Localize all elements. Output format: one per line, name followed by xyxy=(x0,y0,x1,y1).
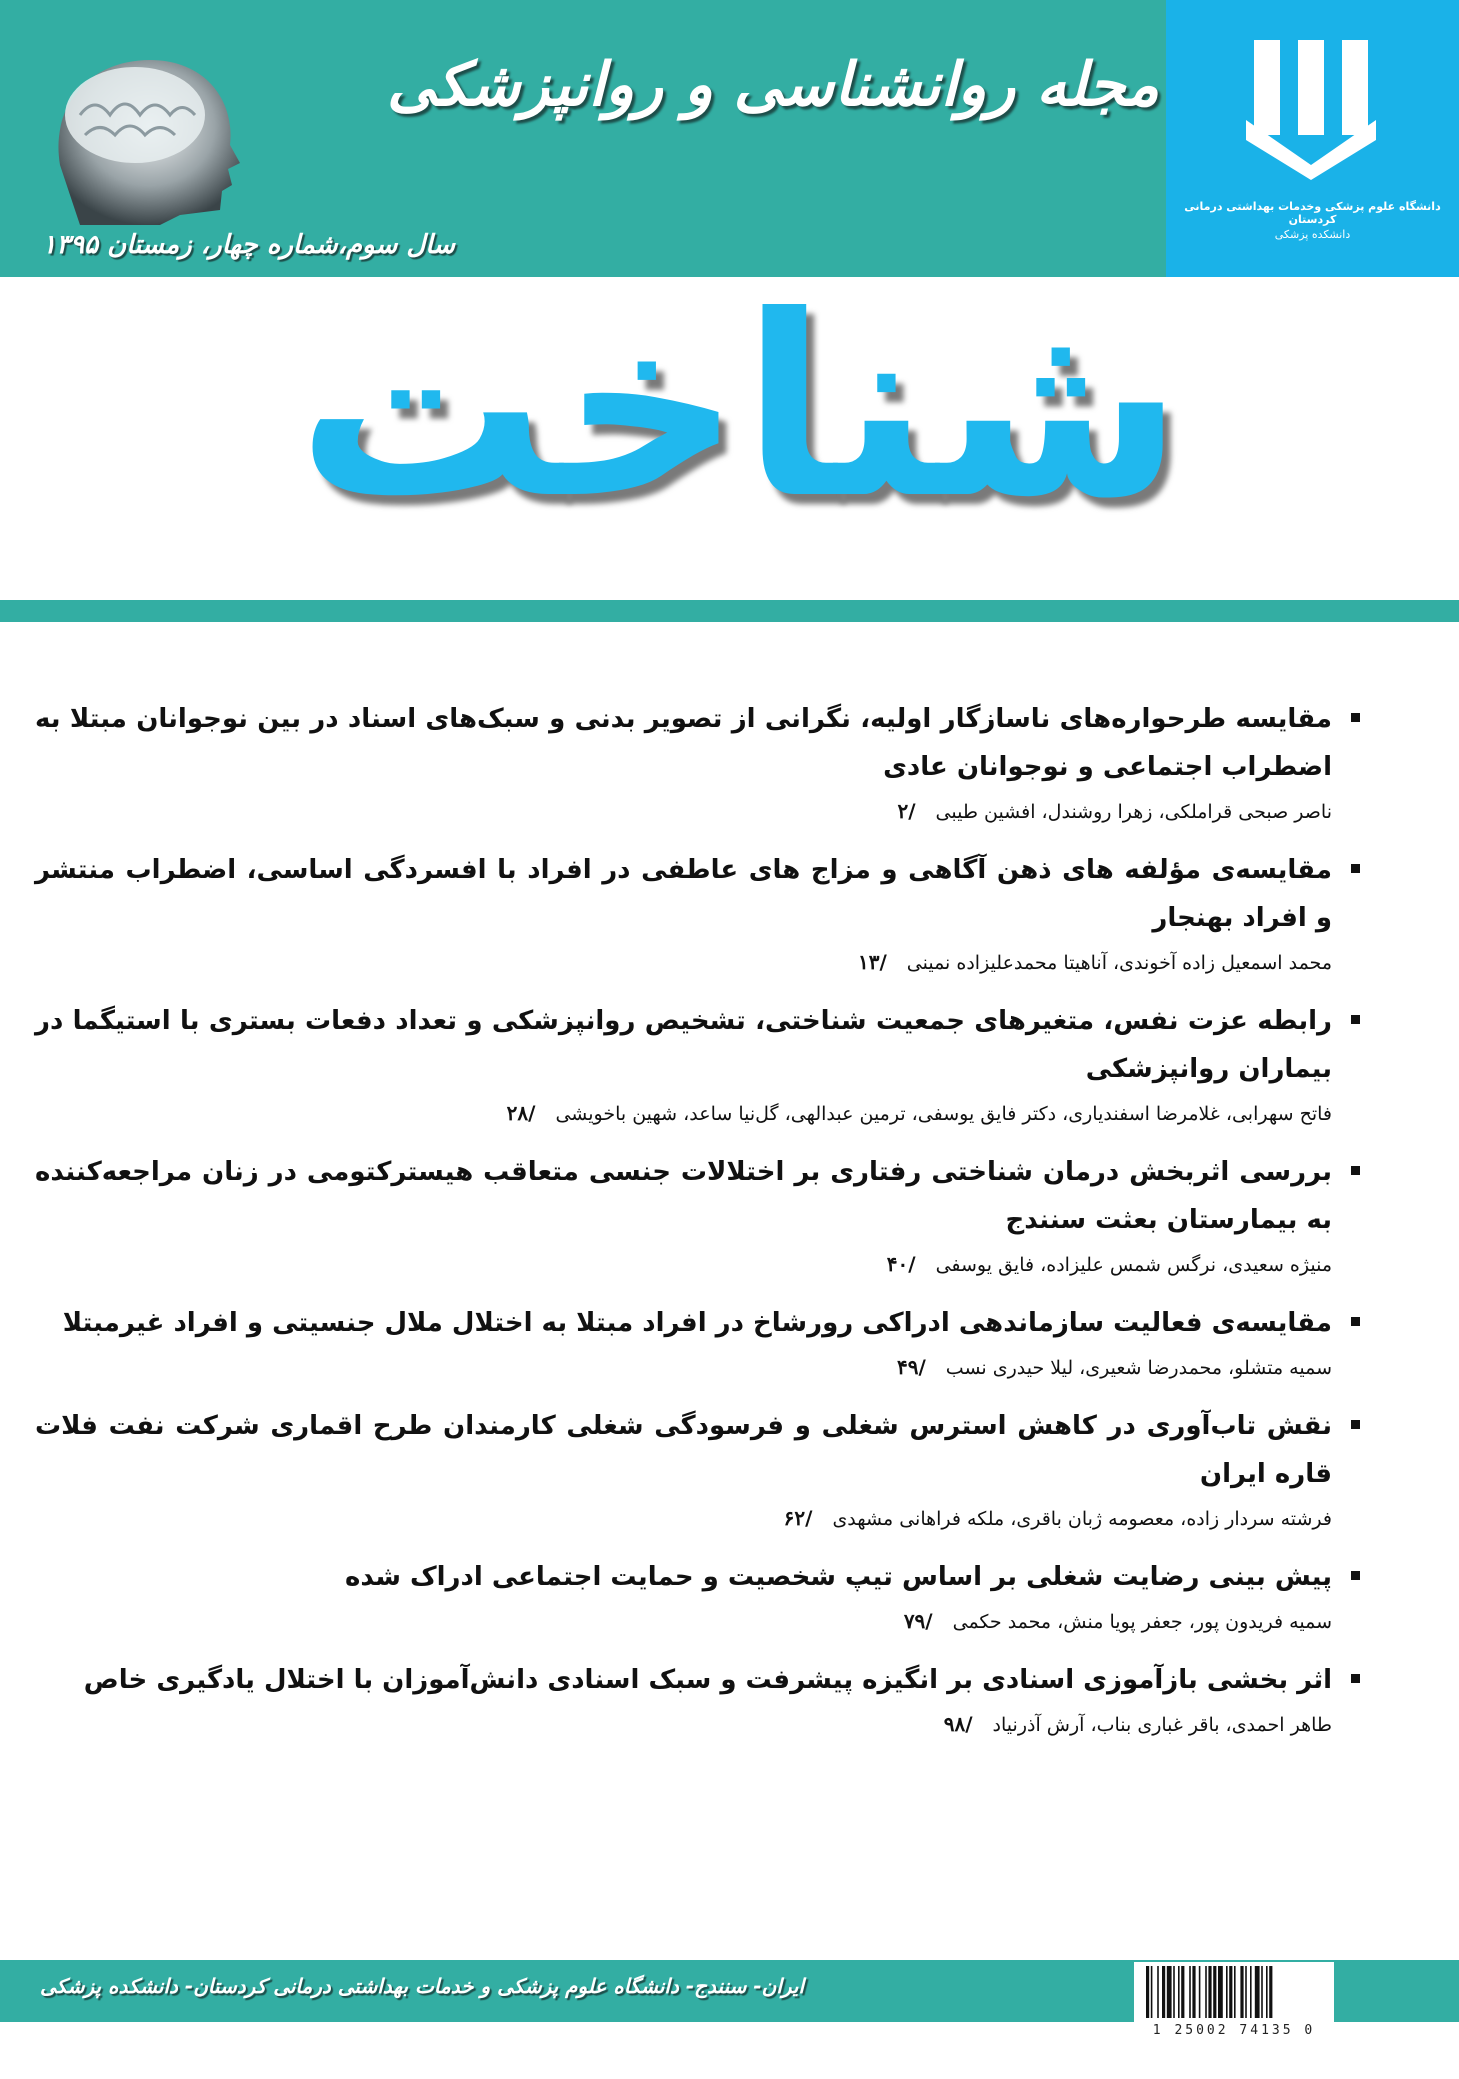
journal-title: مجله روانشناسی و روانپزشکی xyxy=(386,50,1159,120)
article-page: /۴۹ xyxy=(896,1355,926,1379)
article-authors: فرشته سردار زاده، معصومه ژبان باقری، ملکه فراهانی مشهدی xyxy=(832,1508,1332,1530)
toc-item[interactable] xyxy=(35,1402,1360,1539)
university-logo xyxy=(1166,0,1459,277)
article-meta xyxy=(35,1601,1332,1642)
toc-item[interactable] xyxy=(35,1656,1360,1745)
article-title[interactable]: نقش تاب‌آوری در کاهش استرس شغلی و فرسودگی شغلی کارمندان طرح اقماری شرکت نفت فلات قاره ایران xyxy=(35,1411,1332,1489)
article-authors: محمد اسمعیل زاده آخوندی، آناهیتا محمدعلیزاده نمینی xyxy=(906,952,1332,974)
article-authors: طاهر احمدی، باقر غباری بناب، آرش آذرنیاد xyxy=(992,1714,1332,1736)
article-title[interactable]: مقایسه طرحواره‌های ناسازگار اولیه، نگرانی از تصویر بدنی و سبک‌های اسناد در بین نوجوانان مبتلا به اضطراب اجتماعی و نوجوانان عادی xyxy=(35,704,1332,782)
toc-item[interactable] xyxy=(35,997,1360,1134)
article-title[interactable]: مقایسه‌ی فعالیت سازماندهی ادراکی رورشاخ در افراد مبتلا به اختلال ملال جنسیتی و افراد غیرمبتلا xyxy=(62,1308,1332,1338)
barcode xyxy=(1134,1962,1334,2038)
university-emblem-icon xyxy=(1246,40,1376,180)
barcode-icon xyxy=(1134,1962,1334,2020)
article-authors: سمیه متشلو، محمدرضا شعیری، لیلا حیدری نسب xyxy=(945,1357,1332,1379)
article-page: /۲۸ xyxy=(506,1101,536,1125)
university-name: دانشگاه علوم پزشکی وخدمات بهداشتی درمانی کردستان xyxy=(1184,200,1441,226)
article-authors: سمیه فریدون پور، جعفر پویا منش، محمد حکمی xyxy=(952,1611,1332,1633)
article-meta xyxy=(35,791,1332,832)
article-title[interactable]: مقایسه‌ی مؤلفه های ذهن آگاهی و مزاج های عاطفی در افراد با افسردگی اساسی، اضطراب منتشر و افراد بهنجار xyxy=(35,855,1332,933)
article-meta xyxy=(35,942,1332,983)
toc-item[interactable] xyxy=(35,1148,1360,1285)
table-of-contents xyxy=(35,695,1360,1759)
brain-head-image xyxy=(40,45,250,225)
main-title: شناخت xyxy=(296,262,1184,553)
barcode-number: 1 25002 74135 0 xyxy=(1134,2023,1334,2038)
header-band xyxy=(0,0,1459,277)
article-meta xyxy=(35,1244,1332,1285)
issue-info: سال سوم،شماره چهار، زمستان ۱۳۹۵ xyxy=(42,230,455,260)
toc-item[interactable] xyxy=(35,695,1360,832)
bullet-icon xyxy=(1351,1571,1360,1580)
footer-address: ایران- سنندج- دانشگاه علوم پزشکی و خدمات بهداشتی درمانی کردستان- دانشکده پزشکی xyxy=(40,1974,805,1998)
faculty-name: دانشکده پزشکی xyxy=(1274,228,1351,241)
article-meta xyxy=(35,1093,1332,1134)
article-authors: منیژه سعیدی، نرگس شمس علیزاده، فایق یوسفی xyxy=(935,1254,1332,1276)
toc-item[interactable] xyxy=(35,846,1360,983)
article-authors: ناصر صبحی قراملکی، زهرا روشندل، افشین طیبی xyxy=(935,801,1332,823)
article-meta xyxy=(35,1498,1332,1539)
toc-item[interactable] xyxy=(35,1553,1360,1642)
article-title[interactable]: بررسی اثربخش درمان شناختی رفتاری بر اختلالات جنسی متعاقب هیسترکتومی در زنان مراجعه‌کننده به بیمارستان بعثت سنندج xyxy=(35,1157,1332,1235)
article-title[interactable]: پیش بینی رضایت شغلی بر اساس تیپ شخصیت و حمایت اجتماعی ادراک شده xyxy=(345,1562,1332,1592)
divider-band xyxy=(0,600,1459,622)
bullet-icon xyxy=(1351,1015,1360,1024)
bullet-icon xyxy=(1351,1420,1360,1429)
article-title[interactable]: رابطه عزت نفس، متغیرهای جمعیت شناختی، تشخیص روانپزشکی و تعداد دفعات بستری با استیگما در بیماران روانپزشکی xyxy=(35,1006,1332,1084)
article-authors: فاتح سهرابی، غلامرضا اسفندیاری، دکتر فایق یوسفی، ترمین عبدالهی، گل‌نیا ساعد، شهین باخویشی xyxy=(555,1103,1332,1125)
article-title[interactable]: اثر بخشی بازآموزی اسنادی بر انگیزه پیشرفت و سبک اسنادی دانش‌آموزان با اختلال یادگیری خاص xyxy=(83,1665,1332,1695)
article-page: /۷۹ xyxy=(903,1609,933,1633)
bullet-icon xyxy=(1351,1317,1360,1326)
toc-item[interactable] xyxy=(35,1299,1360,1388)
bullet-icon xyxy=(1351,1674,1360,1683)
article-page: /۶۲ xyxy=(783,1506,813,1530)
article-page: /۱۳ xyxy=(857,950,887,974)
article-meta xyxy=(35,1347,1332,1388)
article-page: /۹۸ xyxy=(943,1712,973,1736)
bullet-icon xyxy=(1351,713,1360,722)
bullet-icon xyxy=(1351,1166,1360,1175)
bullet-icon xyxy=(1351,864,1360,873)
article-page: /۲ xyxy=(897,799,916,823)
article-meta xyxy=(35,1704,1332,1745)
article-page: /۴۰ xyxy=(886,1252,916,1276)
